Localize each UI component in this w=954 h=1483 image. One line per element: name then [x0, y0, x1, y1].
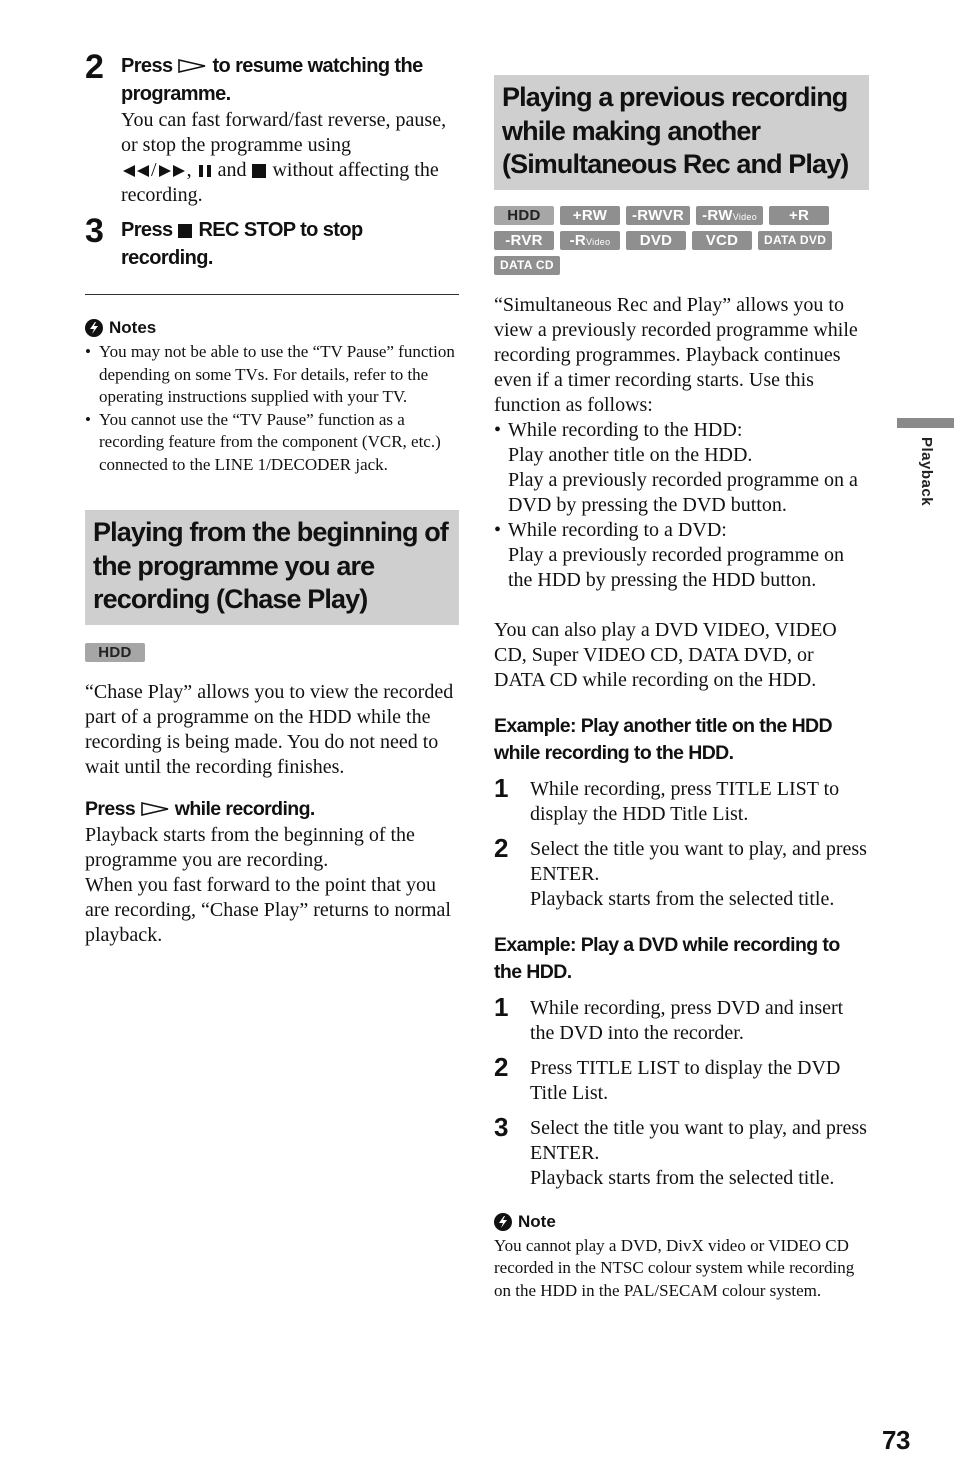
note-text: You cannot play a DVD, DivX video or VIDEO CD recorded in the NTSC colour system while recording on the HDD in the PAL/SECAM colour system.	[494, 1235, 855, 1300]
fast-forward-icon	[157, 164, 187, 178]
example-2-step-1: 1 While recording, press DVD and insert the DVD into the recorder.	[494, 991, 844, 1044]
press-heading: Press while recording.	[85, 797, 315, 820]
minus-r-video-badge: -RVideo	[560, 231, 620, 250]
step-2	[85, 48, 459, 208]
stop-icon	[251, 164, 267, 178]
example-1-heading: Example: Play another title on the HDD while recording to the HDD.	[494, 714, 833, 764]
section-title: Playing a previous recording while making another (Simultaneous Rec and Play)	[502, 82, 849, 179]
example-2-step-3: 3 Select the title you want to play, and press ENTER. Playback starts from the selected title.	[494, 1111, 867, 1189]
plus-r-badge: +R	[769, 206, 829, 225]
dvd-badge: DVD	[626, 231, 686, 250]
play-icon	[177, 58, 207, 74]
right-column	[494, 75, 869, 1302]
rewind-icon	[121, 164, 151, 178]
media-badges	[85, 643, 459, 668]
example-2-heading: Example: Play a DVD while recording to the HDD.	[494, 933, 840, 983]
notes-list	[85, 341, 459, 476]
minus-rw-vr-badge: -RWVR	[626, 206, 690, 225]
section-heading-box	[494, 75, 869, 190]
minus-r-vr-badge: -RVR	[494, 231, 554, 250]
simultaneous-intro: “Simultaneous Rec and Play” allows you to view a previously recorded programme while recording programmes. Playback continues even if a timer recording starts. Use this function as follows:	[494, 293, 858, 416]
chase-body-2: When you fast forward to the point that you are recording, “Chase Play” returns to normal playback.	[85, 873, 451, 946]
media-badges	[494, 206, 839, 281]
page-number: 73	[882, 1425, 910, 1455]
play-icon	[140, 801, 170, 817]
plus-rw-badge: +RW	[560, 206, 620, 225]
note-icon	[494, 1213, 512, 1231]
minus-rw-video-badge: -RWVideo	[696, 206, 763, 225]
example-2-step-2: 2 Press TITLE LIST to display the DVD Title List.	[494, 1051, 841, 1104]
step-3	[85, 212, 459, 272]
step-body: You can fast forward/fast reverse, pause, or stop the programme using / , and without affecting the recording.	[121, 109, 447, 206]
notes-heading: Notes	[85, 317, 459, 339]
pause-icon	[197, 164, 213, 178]
section-title: Playing from the beginning of the programme you are recording (Chase Play)	[93, 517, 448, 614]
data-dvd-badge: DATA DVD	[758, 231, 832, 250]
note-icon	[85, 319, 103, 337]
section-tab-marker	[897, 418, 954, 428]
example-1-step-1: 1 While recording, press TITLE LIST to display the HDD Title List.	[494, 772, 840, 825]
usage-list	[494, 418, 869, 593]
chase-body: Playback starts from the beginning of the programme you are recording.	[85, 823, 415, 871]
note-block	[494, 1211, 869, 1303]
hdd-badge: HDD	[494, 206, 554, 225]
example-1-step-2: 2 Select the title you want to play, and press ENTER. Playback starts from the selected title.	[494, 832, 867, 910]
vcd-badge: VCD	[692, 231, 752, 250]
section-heading-box	[85, 510, 459, 625]
step-number: 2	[85, 48, 104, 86]
list-item: • You cannot use the “TV Pause” function as a recording feature from the component (VCR, etc.) connected to the LINE 1/DECODER jack.	[85, 409, 459, 477]
stop-icon	[177, 224, 193, 238]
list-item: • While recording to the HDD: Play another title on the HDD. Play a previously recorded programme on a DVD by pressing the DVD button.	[494, 418, 869, 518]
notes-block	[85, 317, 459, 476]
list-item: • You may not be able to use the “TV Pause” function depending on some TVs. For details, refer to the operating instructions supplied with your TV.	[85, 341, 459, 409]
note-heading: Note	[494, 1211, 869, 1233]
hdd-badge: HDD	[85, 643, 145, 662]
list-item: • While recording to a DVD: Play a previously recorded programme on the HDD by pressing the HDD button.	[494, 518, 869, 593]
data-cd-badge: DATA CD	[494, 256, 560, 275]
left-column	[85, 48, 459, 948]
step-number: 3	[85, 212, 104, 250]
step-heading: Press REC STOP to stop recording.	[121, 219, 363, 269]
step-heading: Press to resume watching the programme.	[121, 55, 423, 105]
divider	[85, 294, 459, 295]
also-paragraph: You can also play a DVD VIDEO, VIDEO CD, Super VIDEO CD, DATA DVD, or DATA CD while recording on the HDD.	[494, 618, 837, 691]
chase-intro: “Chase Play” allows you to view the recorded part of a programme on the HDD while the recording is being made. You do not need to wait until the recording finishes.	[85, 680, 454, 778]
section-side-label: Playback	[918, 437, 935, 507]
